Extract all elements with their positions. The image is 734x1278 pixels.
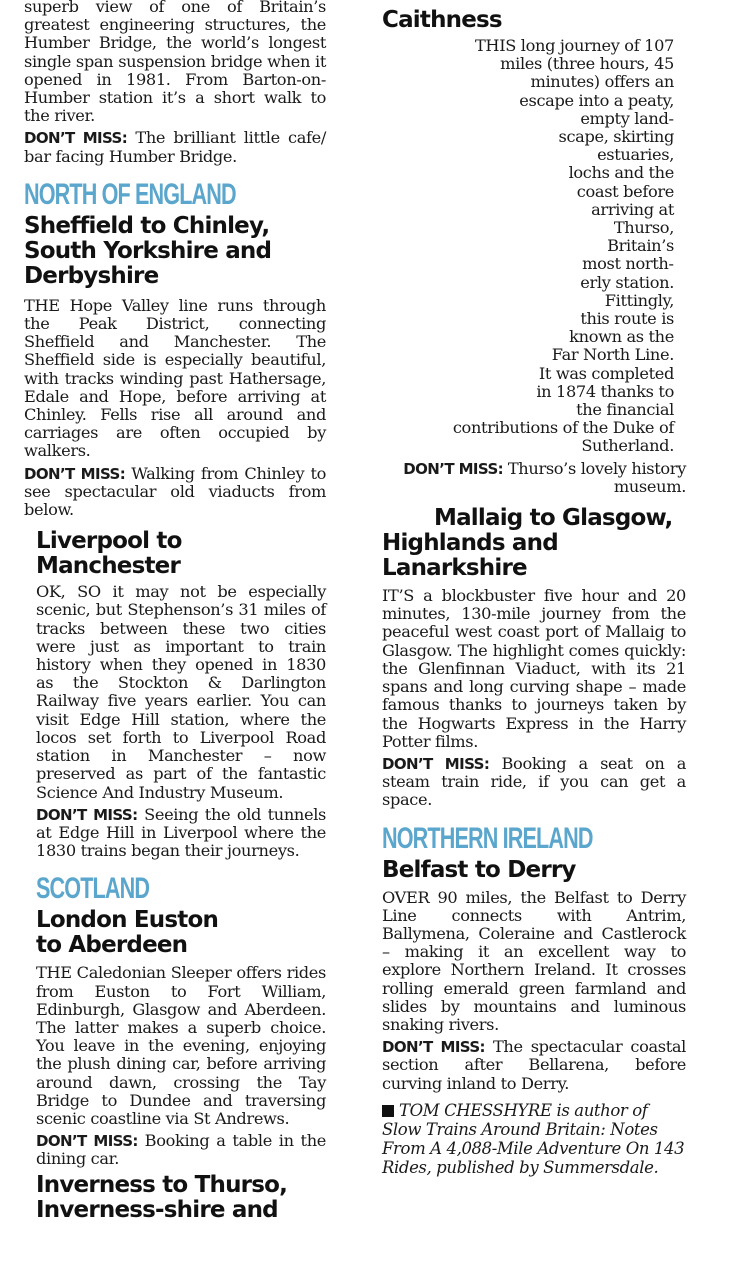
dont-miss-label: DON’T MISS: [403,459,504,478]
bullet-square-icon [382,1105,394,1117]
route-title-inverness-thurso: Inverness to Thurso, Inverness-shire and [36,1171,288,1223]
intro-body: superb view of one of Britain’s greatest engineering structures, the Humber Bridge, the world’s longest single span suspension bridge when it opened in 1981. From Barton-on-Humber station it’s a short walk to the river. [24,0,326,126]
dont-miss-label: DON’T MISS: [24,464,126,483]
dont-miss [24,465,326,520]
dont-miss-label: DON’T MISS: [24,129,128,148]
dont-miss-label: DON’T MISS: [382,1038,485,1057]
left-column [24,0,326,1223]
dont-miss [36,806,326,861]
route-london-aberdeen [36,908,326,1168]
dont-miss-text: The brilliant little cafe/ bar facing Humber Bridge. [24,128,327,166]
route-mallaig-glasgow [382,506,686,809]
route-body: THE Hope Valley line runs through the Peak District, connecting Sheffield and Manchester. The Sheffield side is especially beautiful, with tracks winding past Hathersage, Edale and Hope, before arriving at Chinley. Fells rise all around and carriages are often occupied by walkers. [24,295,326,461]
region-heading-scotland: SCOTLAND [36,872,150,906]
dont-miss-text: Booking a seat on a steam train ride, if you can get a space. [382,753,687,810]
route-body: OVER 90 miles, the Belfast to Derry Line connects with Antrim, Ballymena, Coleraine and Castlerock – making it an excellent way to explore Northern Ireland. It crosses rolling emerald green farmland and slides by mountains and luminous snaking rivers. [382,887,686,1034]
region-heading-northern-ireland: NORTHERN IRELAND [382,821,593,855]
byline-author-name: TOM CHESSHYRE [399,1100,552,1120]
route-title: London Euston to Aberdeen [36,907,219,959]
dont-miss-text: Thurso’s lovely history museum. [507,458,686,496]
dont-miss [382,755,686,810]
dont-miss-text: The spectacular coastal section after Bellarena, before curving inland to Derry. [382,1037,687,1093]
dont-miss [382,1038,686,1093]
route-title: Liverpool to Manchester [36,528,182,580]
dont-miss [36,1132,326,1168]
route-title-continued-caithness: Caithness [382,7,502,33]
dont-miss-text: Booking a table in the dining car. [36,1131,326,1169]
byline-text: is author of Slow Trains Around Britain: Notes From A 4,088-Mile Adventure On 143 Rides, published by Summersdale. [382,1100,685,1178]
dont-miss-intro [24,129,326,165]
route-body: IT’S a blockbuster five hour and 20 minutes, 130-mile journey from the peaceful west coast port of Mallaig to Glasgow. The highlight comes quickly: the Glenfinnan Viaduct, with its 21 spans and long curving shape – made famous thanks to journeys taken by the Hogwarts Express in the Harry Potter films. [382,586,686,751]
route-title: Belfast to Derry [382,856,576,883]
route-sheffield-chinley [24,214,326,519]
route-body: THE Caledonian Sleeper offers rides from Euston to Fort William, Edinburgh, Glasgow and Aberdeen. The latter makes a superb choice. You leave in the evening, enjoying the plush dining car, before arriving around dawn, crossing the Tay Bridge to Dundee and traversing scenic coastline via St Andrews. [36,963,326,1128]
dont-miss-label: DON’T MISS: [382,754,490,773]
route-body: OK, SO it may not be especially scenic, but Stephenson’s 31 miles of tracks between these two cities were just as important to train history when they opened in 1830 as the Stockton & Darlington Railway five years earlier. You can visit Edge Hill station, where the locos set forth to Liverpool Road station in Manchester – now preserved as part of the fantastic Science And Industry Museum. [36,582,326,802]
dont-miss [382,460,686,496]
route-inverness-thurso-body [382,37,686,496]
route-body-text: THIS long journey of 107 miles (three hours, 45 minutes) offers an escape into a peaty, empty landscape, skirting estuaries, lochs and the coast before arriving at Thurso, Britain’s most northerly station. Fittingly, this route is known as the Far North Line. It was completed in 1874 thanks to the financial contributions of the Duke of Sutherland. [452,36,674,456]
dont-miss-text: Walking from Chinley to see spectacular old viaducts from below. [24,463,327,520]
route-title: Mallaig to Glasgow, Highlands and Lanarkshire [382,505,673,582]
route-liverpool-manchester [36,529,326,1222]
dont-miss-label: DON’T MISS: [36,805,138,824]
right-column [382,0,686,1178]
route-body [382,37,674,456]
author-byline [382,1101,686,1178]
dont-miss-label: DON’T MISS: [36,1132,138,1151]
intro-end-section [24,0,326,166]
route-title: Sheffield to Chinley, South Yorkshire and Derbyshire [24,212,272,289]
dont-miss-text: Seeing the old tunnels at Edge Hill in Liverpool where the 1830 trains began their journeys. [36,804,327,861]
region-heading-north-of-england: NORTH OF ENGLAND [24,177,236,211]
route-belfast-derry [382,858,686,1093]
